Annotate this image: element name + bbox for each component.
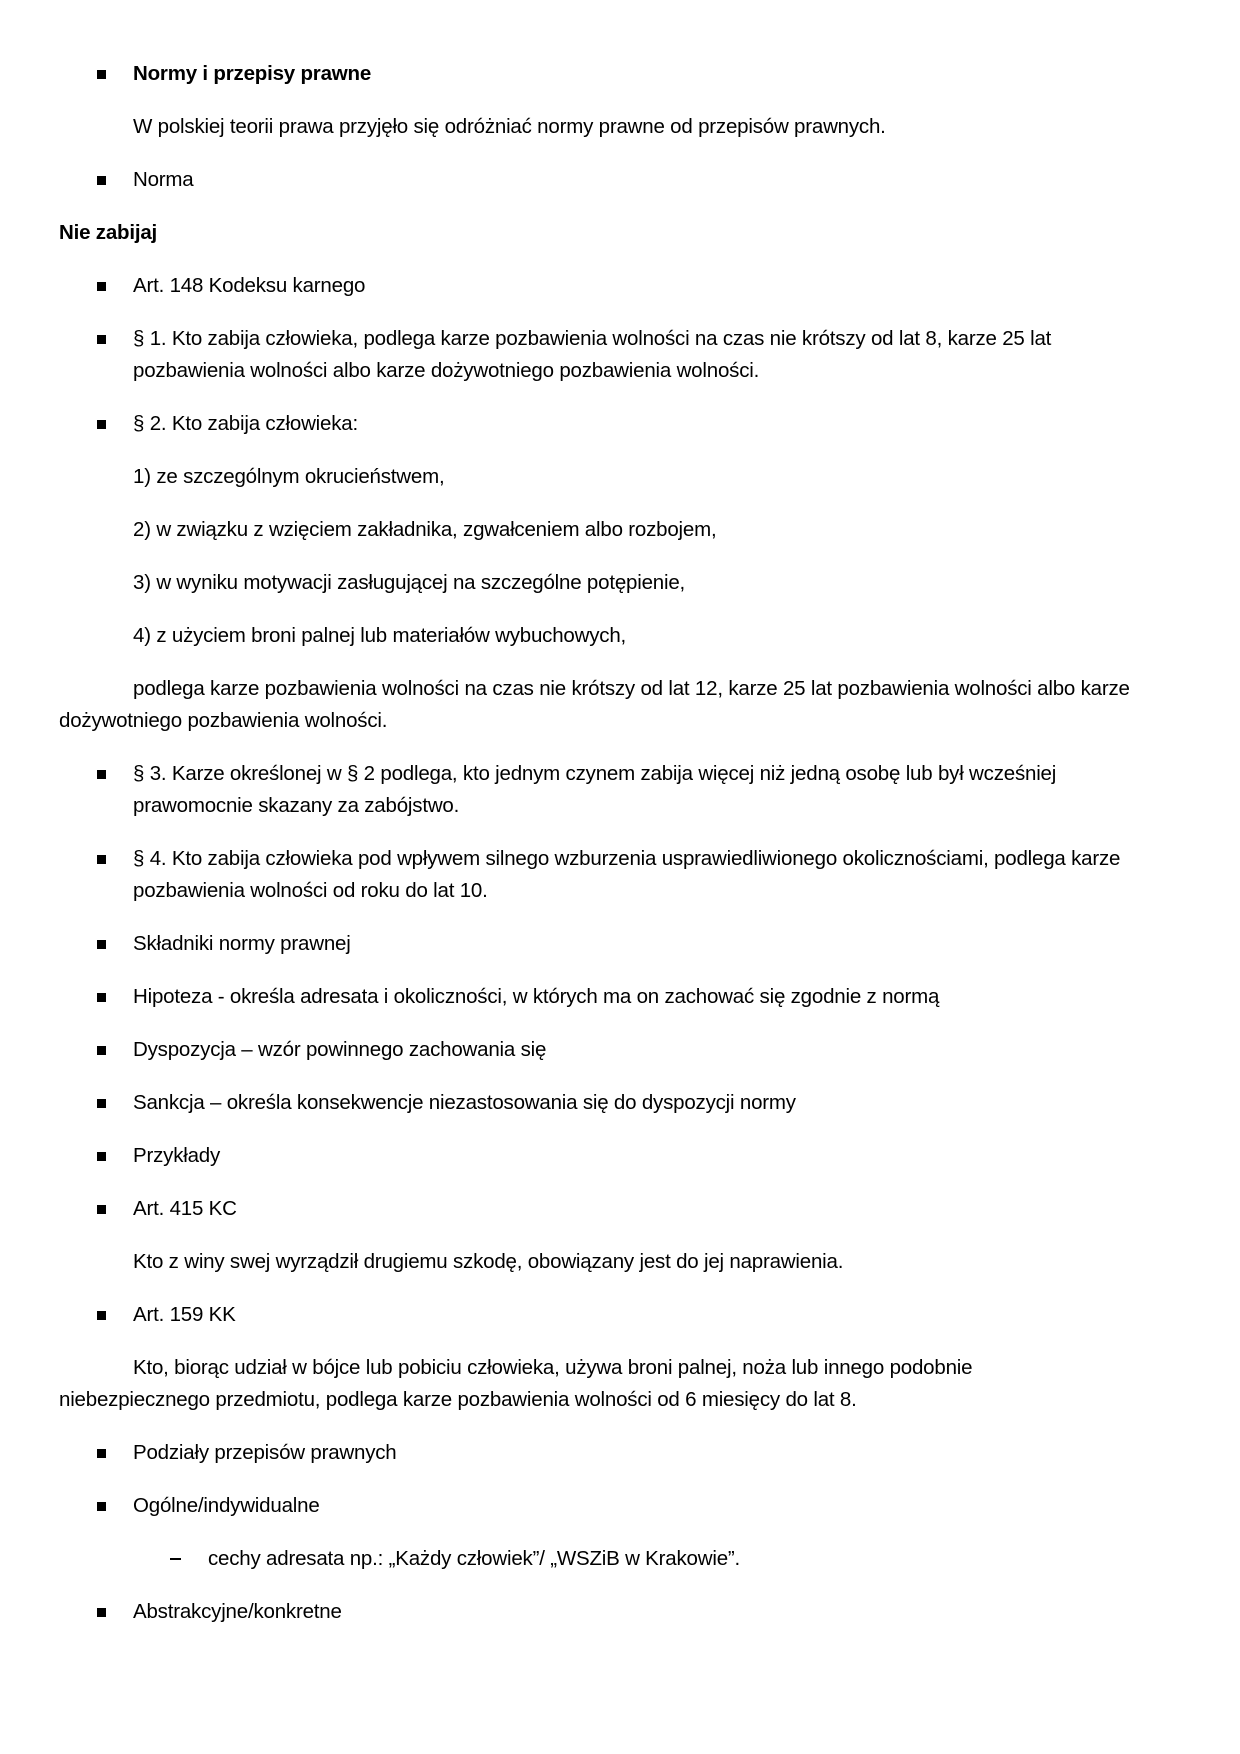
paragraph-text: Kto z winy swej wyrządził drugiemu szkodę, obowiązany jest do jej naprawienia. [133, 1250, 844, 1273]
paragraph-text: W polskiej teorii prawa przyjęło się odróżniać normy prawne od przepisów prawnych. [133, 115, 886, 138]
list-item-text: Hipoteza - określa adresata i okoliczności, w których ma on zachować się zgodnie z normą [133, 985, 940, 1008]
numbered-point-text: 2) w związku z wzięciem zakładnika, zgwałceniem albo rozbojem, [133, 518, 717, 541]
list-item-text: Sankcja – określa konsekwencje niezastosowania się do dyspozycji normy [133, 1091, 796, 1114]
bullet-icon [97, 1502, 106, 1511]
list-item-text: Składniki normy prawnej [133, 932, 351, 955]
bullet-icon [97, 770, 106, 779]
bullet-icon [97, 420, 106, 429]
bullet-icon [97, 335, 106, 344]
bullet-icon [97, 1099, 106, 1108]
list-item-text: Podziały przepisów prawnych [133, 1441, 397, 1464]
bullet-icon [97, 1311, 106, 1320]
numbered-point-text: 3) w wyniku motywacji zasługującej na szczególne potępienie, [133, 571, 686, 594]
list-item-text: § 2. Kto zabija człowieka: [133, 412, 358, 435]
bullet-icon [97, 940, 106, 949]
paragraph-text: podlega karze pozbawienia wolności na czas nie krótszy od lat 12, karze 25 lat pozbawienia wolności albo karze [133, 677, 1130, 700]
bullet-icon [97, 176, 106, 185]
list-item-text: Art. 148 Kodeksu karnego [133, 274, 366, 297]
paragraph-text: Kto, biorąc udział w bójce lub pobiciu człowieka, używa broni palnej, noża lub innego podobnie [133, 1356, 973, 1379]
bullet-icon [97, 70, 106, 79]
bullet-icon [97, 1046, 106, 1055]
dash-icon [170, 1558, 181, 1560]
list-item-text: Przykłady [133, 1144, 221, 1167]
bullet-icon [97, 282, 106, 291]
list-item-text: pozbawienia wolności od roku do lat 10. [133, 879, 488, 902]
list-item-text: Ogólne/indywidualne [133, 1494, 320, 1517]
list-item-text: Art. 159 KK [133, 1303, 236, 1326]
bullet-icon [97, 1608, 106, 1617]
list-item-text: Norma [133, 168, 194, 191]
bullet-icon [97, 855, 106, 864]
numbered-point-text: 4) z użyciem broni palnej lub materiałów wybuchowych, [133, 624, 627, 647]
list-item-text: pozbawienia wolności albo karze dożywotniego pozbawienia wolności. [133, 359, 760, 382]
bullet-icon [97, 1205, 106, 1214]
paragraph-text: niebezpiecznego przedmiotu, podlega karze pozbawienia wolności od 6 miesięcy do lat 8. [59, 1388, 857, 1411]
list-item-text: prawomocnie skazany za zabójstwo. [133, 794, 460, 817]
bullet-icon [97, 1152, 106, 1161]
paragraph-text: dożywotniego pozbawienia wolności. [59, 709, 388, 732]
section-heading: Normy i przepisy prawne [133, 62, 372, 85]
sub-list-item-text: cechy adresata np.: „Każdy człowiek”/ „WSZiB w Krakowie”. [208, 1547, 741, 1570]
numbered-point-text: 1) ze szczególnym okrucieństwem, [133, 465, 445, 488]
list-item-text: § 4. Kto zabija człowieka pod wpływem silnego wzburzenia usprawiedliwionego okolicznościami, podlega karze [133, 847, 1121, 870]
list-item-text: Abstrakcyjne/konkretne [133, 1600, 342, 1623]
bullet-icon [97, 993, 106, 1002]
list-item-text: Art. 415 KC [133, 1197, 237, 1220]
list-item-text: § 1. Kto zabija człowieka, podlega karze pozbawienia wolności na czas nie krótszy od lat 8, karze 25 lat [133, 327, 1052, 350]
list-item-text: § 3. Karze określonej w § 2 podlega, kto jednym czynem zabija więcej niż jedną osobę lub był wcześniej [133, 762, 1057, 785]
bullet-icon [97, 1449, 106, 1458]
subheading-text: Nie zabijaj [59, 221, 158, 244]
list-item-text: Dyspozycja – wzór powinnego zachowania się [133, 1038, 547, 1061]
